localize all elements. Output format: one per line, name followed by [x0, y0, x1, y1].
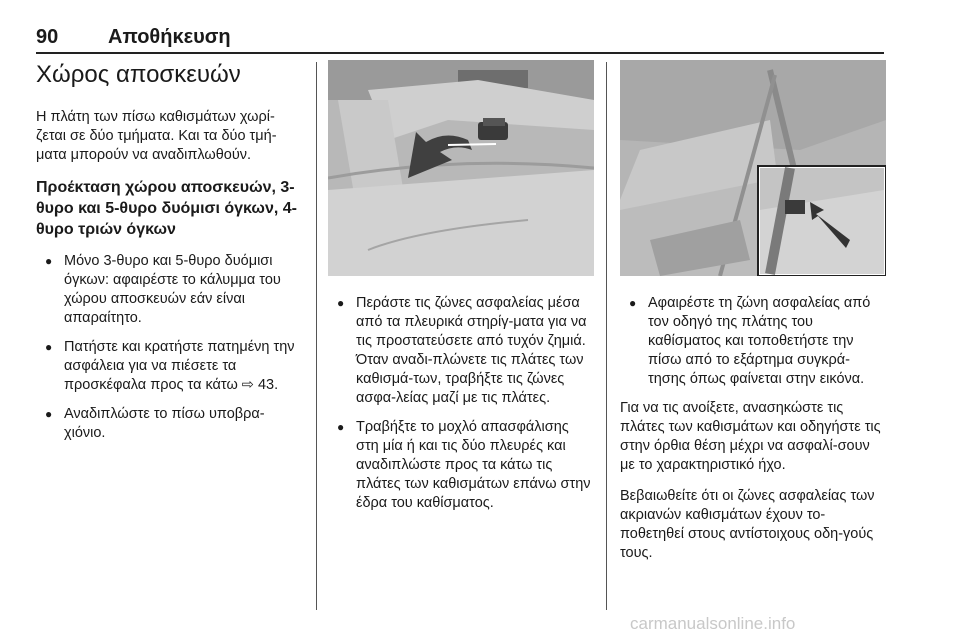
header-rule: [36, 52, 884, 54]
headrest-release-illustration: [328, 60, 594, 276]
bullet-icon: ●: [45, 340, 53, 354]
sub-heading: Προέκταση χώρου αποσκευών, 3-θυρο και 5-θυρο δυόμισι όγκων, 4-θυρο τριών όγκων: [36, 179, 297, 238]
list-item: ● Μόνο 3-θυρο και 5-θυρο δυόμισι όγκων: αφαιρέστε το κάλυμμα του χώρου αποσκευών εάν είναι απαραίτητο.: [45, 253, 281, 326]
list-item: ● Αναδιπλώστε το πίσω υποβρα-χιόνιο.: [45, 406, 265, 441]
column-2: [328, 60, 594, 523]
page-header: [36, 24, 884, 52]
paragraph-check-belts: Βεβαιωθείτε ότι οι ζώνες ασφαλείας των ακριανών καθισμάτων έχουν το-ποθετηθεί στους αντίστοιχους οδη-γούς τους.: [620, 488, 875, 561]
list-item: ● Πατήστε και κρατήστε πατημένη την ασφάλεια για να πιέσετε τα προσκέφαλα προς τα κάτω ⇨ 43.: [45, 339, 295, 393]
intro-paragraph: Η πλάτη των πίσω καθισμάτων χωρί-ζεται σε δύο τμήματα. Και τα δύο τμή-ματα μπορούν να αναδιπλωθούν.: [36, 109, 277, 163]
bullet-list-3: [620, 294, 886, 389]
paragraph-open-seatbacks: Για να τις ανοίξετε, ανασηκώστε τις πλάτες των καθισμάτων και οδηγήστε τις στην όρθια θέση μέχρι να ασφαλί-σουν με το χαρακτηριστικό ήχο.: [620, 400, 881, 473]
section-title: Αποθήκευση: [108, 26, 231, 48]
bullet-icon: ●: [337, 420, 345, 434]
seatbelt-guide-illustration: [620, 60, 886, 276]
bullet-icon: ●: [45, 254, 53, 268]
column-divider-2: [606, 62, 607, 610]
bullet-icon: ●: [45, 407, 53, 421]
bullet-list-1: [36, 252, 302, 443]
list-item: ● Περάστε τις ζώνες ασφαλείας μέσα από τα πλευρικά στηρίγ-ματα για να τις προστατεύσετε από τυχόν ζημιά. Όταν αναδι-πλώνετε τις πλάτες των καθισμά-των, τραβήξτε τις ζώνες ασφα-λείας μαζί με τις πλάτες.: [337, 295, 587, 406]
figure-headrest-release: [328, 60, 594, 276]
column-divider-1: [316, 62, 317, 610]
column-3: [620, 60, 886, 575]
page-number: 90: [36, 26, 59, 48]
bullet-list-2: [328, 294, 594, 513]
column-1: [36, 60, 302, 453]
bullet-icon: ●: [337, 296, 345, 310]
bullet-icon: ●: [629, 296, 637, 310]
figure-seatbelt-guide: [620, 60, 886, 276]
watermark: carmanualsonline.info: [630, 614, 796, 633]
main-heading: Χώρος αποσκευών: [36, 61, 241, 88]
list-item: ● Αφαιρέστε τη ζώνη ασφαλείας από τον οδηγό της πλάτης του καθίσματος και τοποθετήστε την πίσω από το εξάρτημα συγκρά-τησης όπως φαίνεται στην εικόνα.: [629, 295, 871, 387]
list-item: ● Τραβήξτε το μοχλό απασφάλισης στη μία ή και τις δύο πλευρές και αναδιπλώστε προς τα κάτω τις πλάτες των καθισμάτων επάνω στην έδρα του καθίσματος.: [337, 419, 591, 511]
